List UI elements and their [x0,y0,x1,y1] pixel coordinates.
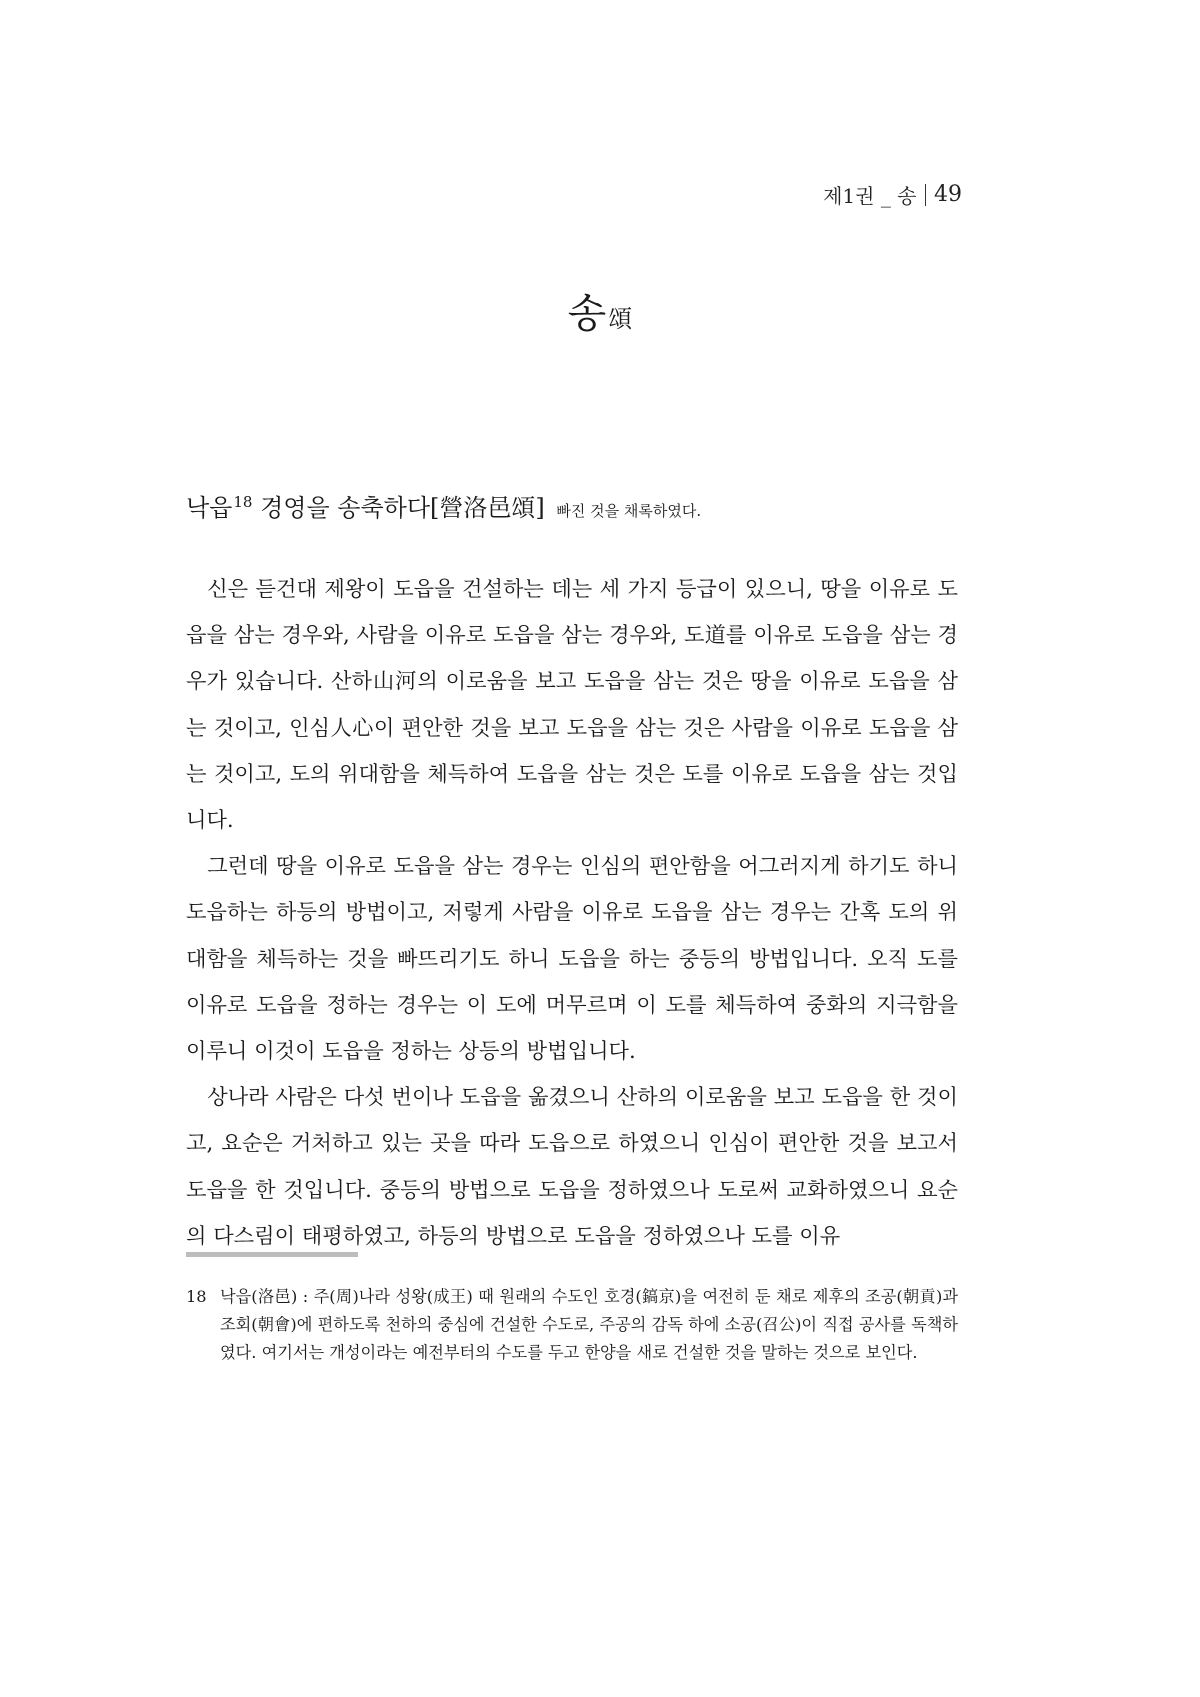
section-title-hanja: 頌 [608,305,633,333]
footnote-divider [186,1252,358,1257]
body-text [186,566,958,1259]
paragraph: 신은 듣건대 제왕이 도읍을 건설하는 데는 세 가지 등급이 있으니, 땅을 이유로 도읍을 삼는 경우와, 사람을 이유로 도읍을 삼는 경우와, 도道를 이유로 도읍을 삼는 경우가 있습니다. 산하山河의 이로움을 보고 도읍을 삼는 것은 땅을 이유로 도읍을 삼는 것이고, 인심人心이 편안한 것을 보고 도읍을 삼는 것은 사람을 이유로 도읍을 삼는 것이고, 도의 위대함을 체득하여 도읍을 삼는 것은 도를 이유로 도읍을 삼는 것입니다. [186,576,958,833]
volume-label: 제1권 _ 송 [823,184,917,208]
article-title [186,488,966,523]
section-title-text: 송 [567,291,607,337]
article-title-text: 낙읍 [186,494,233,522]
paragraph: 상나라 사람은 다섯 번이나 도읍을 옮겼으니 산하의 이로움을 보고 도읍을 한 것이고, 요순은 거처하고 있는 곳을 따라 도읍으로 하였으니 인심이 편안한 것을 보고서 도읍을 한 것입니다. 중등의 방법으로 도읍을 정하였으나 도로써 교화하였으니 요순의 다스림이 태평하였고, 하등의 방법으로 도읍을 정하였으나 도를 이유 [186,1084,958,1248]
footnote [186,1283,958,1368]
footnote-number: 18 [186,1287,207,1306]
paragraph: 그런데 땅을 이유로 도읍을 삼는 경우는 인심의 편안함을 어그러지게 하기도 하니 도읍하는 하등의 방법이고, 저렇게 사람을 이유로 도읍을 삼는 경우는 간혹 도의 위대함을 체득하는 것을 빠뜨리기도 하니 도읍을 하는 중등의 방법입니다. 오직 도를 이유로 도읍을 정하는 경우는 이 도에 머무르며 이 도를 체득하여 중화의 지극함을 이루니 이것이 도읍을 정하는 상등의 방법입니다. [186,853,958,1064]
footnote-reference[interactable]: 18 [233,493,253,511]
footnote-text: 낙읍(洛邑) : 주(周)나라 성왕(成王) 때 원래의 수도인 호경(鎬京)을 여전히 둔 채로 제후의 조공(朝貢)과 조회(朝會)에 편하도록 천하의 중심에 건설한 수도로, 주공의 감독 하에 소공(召公)이 직접 공사를 독책하였다. 여기서는 개성이라는 예전부터의 수도를 두고 한양을 새로 건설한 것을 말하는 것으로 보인다. [220,1287,958,1363]
section-title [0,282,1200,339]
header-divider [925,184,927,206]
page-number: 49 [934,182,962,207]
article-source-note: 빠진 것을 채록하였다. [556,502,702,520]
article-title-rest: 경영을 송축하다[營洛邑頌] [252,494,545,522]
running-header [823,180,962,209]
